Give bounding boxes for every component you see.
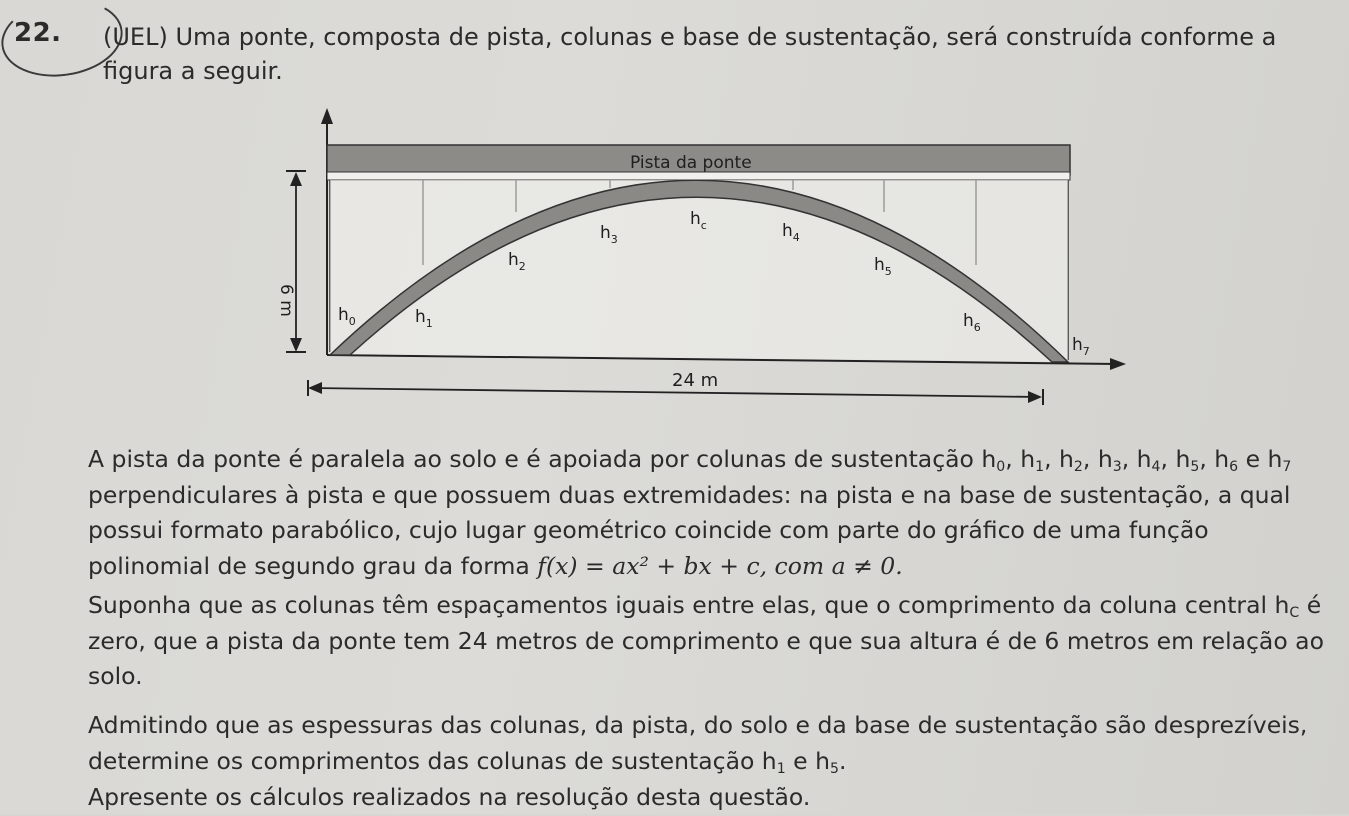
deck-label: Pista da ponte <box>630 153 752 173</box>
label-h5: $h_5$ <box>874 255 892 278</box>
paragraph-1: A pista da ponte é paralela ao solo e é apoiada por colunas de sustentação $h_0$, $h_1$, $h_2$, $h_3$, $h_4$, $h_5$, $h_6$ e $h_7$ perpendiculares à pista e que possuem duas extremidades: na pista e na base de sustentação, a qual possui formato parabólico, cujo lugar geométrico coincide com parte do gráfico de uma função polinomial de segundo grau da forma f(x) = ax² + bx + c, com a ≠ 0. <box>88 445 1292 580</box>
width-label: 24 m <box>672 370 719 391</box>
paragraph-3: Admitindo que as espessuras das colunas, da pista, do solo e da base de sustentação são desprezíveis, determine os comprimentos das colunas de sustentação $h_1$ e $h_5$. <box>88 711 1308 777</box>
height-label: 6 m <box>276 284 296 317</box>
label-h6: $h_6$ <box>963 311 981 334</box>
question-intro: (UEL) Uma ponte, composta de pista, colunas e base de sustentação, será construída conforme a figura a seguir. <box>103 23 1277 85</box>
label-h2: $h_2$ <box>508 250 526 273</box>
label-h7: $h_7$ <box>1072 335 1090 358</box>
label-h3: $h_3$ <box>600 223 618 246</box>
label-h4: $h_4$ <box>782 221 800 244</box>
x-axis-arrow <box>1110 358 1126 370</box>
label-h0: $h_0$ <box>338 305 356 328</box>
paragraph-4: Apresente os cálculos realizados na resolução desta questão. <box>88 783 811 811</box>
label-hc: $h_c$ <box>690 209 707 232</box>
question-number: 22. <box>14 18 62 48</box>
label-h1: $h_1$ <box>415 307 433 330</box>
paragraph-2: Suponha que as colunas têm espaçamentos iguais entre elas, que o comprimento da coluna central $h_C$ é zero, que a pista da ponte tem 24 metros de comprimento e que sua altura é de 6 metros em relação ao solo. <box>88 591 1324 690</box>
y-axis-arrow <box>321 108 333 124</box>
